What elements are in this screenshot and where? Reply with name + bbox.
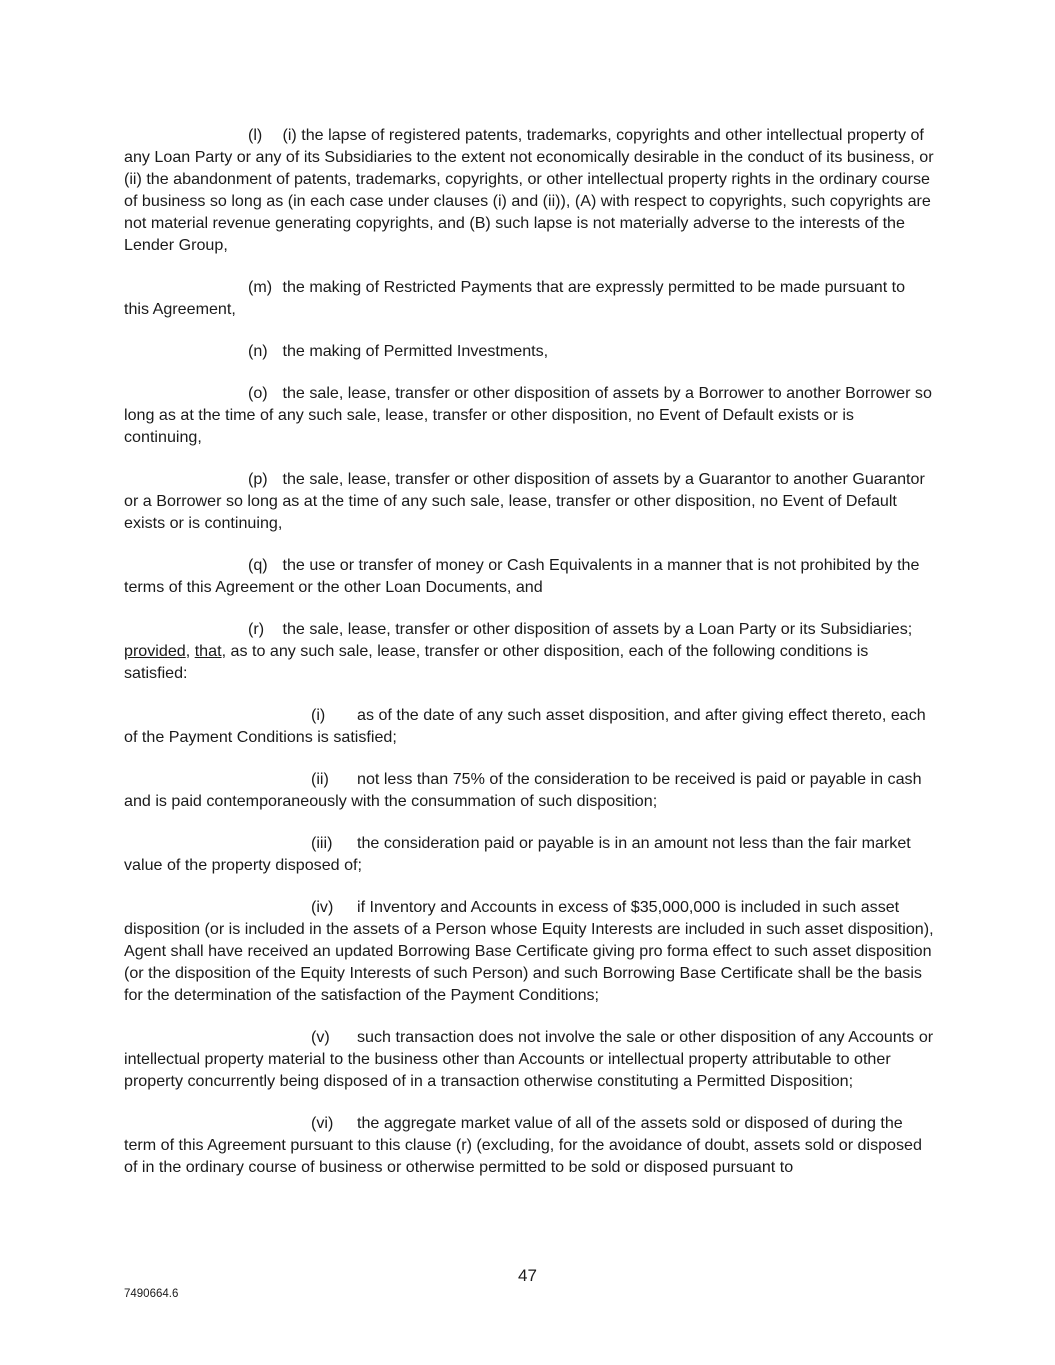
provided-term: provided [124, 642, 186, 660]
subparagraph-i [124, 704, 934, 748]
paragraph-text: the making of Permitted Investments, [282, 342, 549, 360]
paragraph-r: (r) the sale, lease, transfer or other disposition of assets by a Loan Party or its Subsidiaries; provided, that, as to any such sale, lease, transfer or other disposition, each of the following conditions is satisfied: [124, 620, 913, 682]
paragraph-text: the making of Restricted Payments that are expressly permitted to be made pursuant to this Agreement, [124, 278, 906, 318]
paragraph-label: (n) [248, 342, 268, 360]
that-term: that [194, 642, 222, 660]
subparagraph-label: (vi) [311, 1114, 334, 1132]
document-body [124, 124, 934, 1198]
subparagraph-text: the consideration paid or payable is in an amount not less than the fair market value of the property disposed of; [124, 834, 911, 874]
subparagraph-iii [124, 832, 934, 876]
subparagraph-label: (iv) [311, 898, 334, 916]
subparagraph-vi [124, 1112, 934, 1178]
paragraph-label: (q) [248, 556, 268, 574]
subparagraph-text: the aggregate market value of all of the assets sold or disposed of during the term of this Agreement pursuant to this clause (r) (excluding, for the avoidance of doubt, assets sold or disposed of in the ordinary course of business or otherwise permitted to be sold or disposed pursuant to [124, 1114, 922, 1176]
subparagraph-text: as of the date of any such asset disposition, and after giving effect thereto, each of the Payment Conditions is satisfied; [124, 706, 926, 746]
paragraph-label: (p) [248, 470, 268, 488]
paragraph-l [124, 124, 934, 256]
paragraph-n [124, 340, 934, 362]
paragraph-text: , as to any such sale, lease, transfer or other disposition, each of the following conditions is satisfied: [124, 642, 869, 682]
paragraph-label: (o) [248, 384, 268, 402]
paragraph-text: the use or transfer of money or Cash Equivalents in a manner that is not prohibited by the terms of this Agreement or the other Loan Documents, and [124, 556, 920, 596]
page-number: 47 [518, 1266, 537, 1285]
paragraph-label: (r) [248, 620, 265, 638]
document-id: 7490664.6 [124, 1288, 179, 1300]
subparagraph-label: (i) [311, 706, 326, 724]
subparagraph-v [124, 1026, 934, 1092]
paragraph-label: (l) [248, 126, 263, 144]
paragraph-text: the sale, lease, transfer or other disposition of assets by a Borrower to another Borrower so long as at the time of any such sale, lease, transfer or other disposition, no Event of Default exists or is continuing, [124, 384, 932, 446]
paragraph-text: (i) the lapse of registered patents, trademarks, copyrights and other intellectual property of any Loan Party or any of its Subsidiaries to the extent not economically desirable in the conduct of its business, or (ii) the abandonment of patents, trademarks, copyrights, or other intellectual property rights in the ordinary course of business so long as (in each case under clauses (i) and (ii)), (A) with respect to copyrights, such copyrights are not material revenue generating copyrights, and (B) such lapse is not materially adverse to the interests of the Lender Group, [124, 126, 934, 254]
subparagraph-ii [124, 768, 934, 812]
paragraph-text: the sale, lease, transfer or other disposition of assets by a Guarantor to another Guarantor or a Borrower so long as at the time of any such sale, lease, transfer or other disposition, no Event of Default exists or is continuing, [124, 470, 925, 532]
subparagraph-text: such transaction does not involve the sale or other disposition of any Accounts or intellectual property material to the business other than Accounts or intellectual property attributable to other property concurrently being disposed of in a transaction otherwise constituting a Permitted Disposition; [124, 1028, 934, 1090]
subparagraph-label: (v) [311, 1028, 330, 1046]
subparagraph-label: (iii) [311, 834, 333, 852]
subparagraph-text: if Inventory and Accounts in excess of $35,000,000 is included in such asset disposition (or is included in the assets of a Person whose Equity Interests are included in such asset disposition), Agent shall have received an updated Borrowing Base Certificate giving pro forma effect to such asset disposition (or the disposition of the Equity Interests of such Person) and such Borrowing Base Certificate shall be the basis for the determination of the satisfaction of the Payment Conditions; [124, 898, 934, 1004]
subparagraph-label: (ii) [311, 770, 329, 788]
paragraph-m [124, 276, 934, 320]
paragraph-label: (m) [248, 278, 273, 296]
paragraph-p [124, 468, 934, 534]
paragraph-o [124, 382, 934, 448]
paragraph-q [124, 554, 934, 598]
paragraph-text: the sale, lease, transfer or other disposition of assets by a Loan Party or its Subsidiaries; [282, 620, 913, 638]
subparagraph-iv [124, 896, 934, 1006]
subparagraph-text: not less than 75% of the consideration to be received is paid or payable in cash and is paid contemporaneously with the consummation of such disposition; [124, 770, 922, 810]
